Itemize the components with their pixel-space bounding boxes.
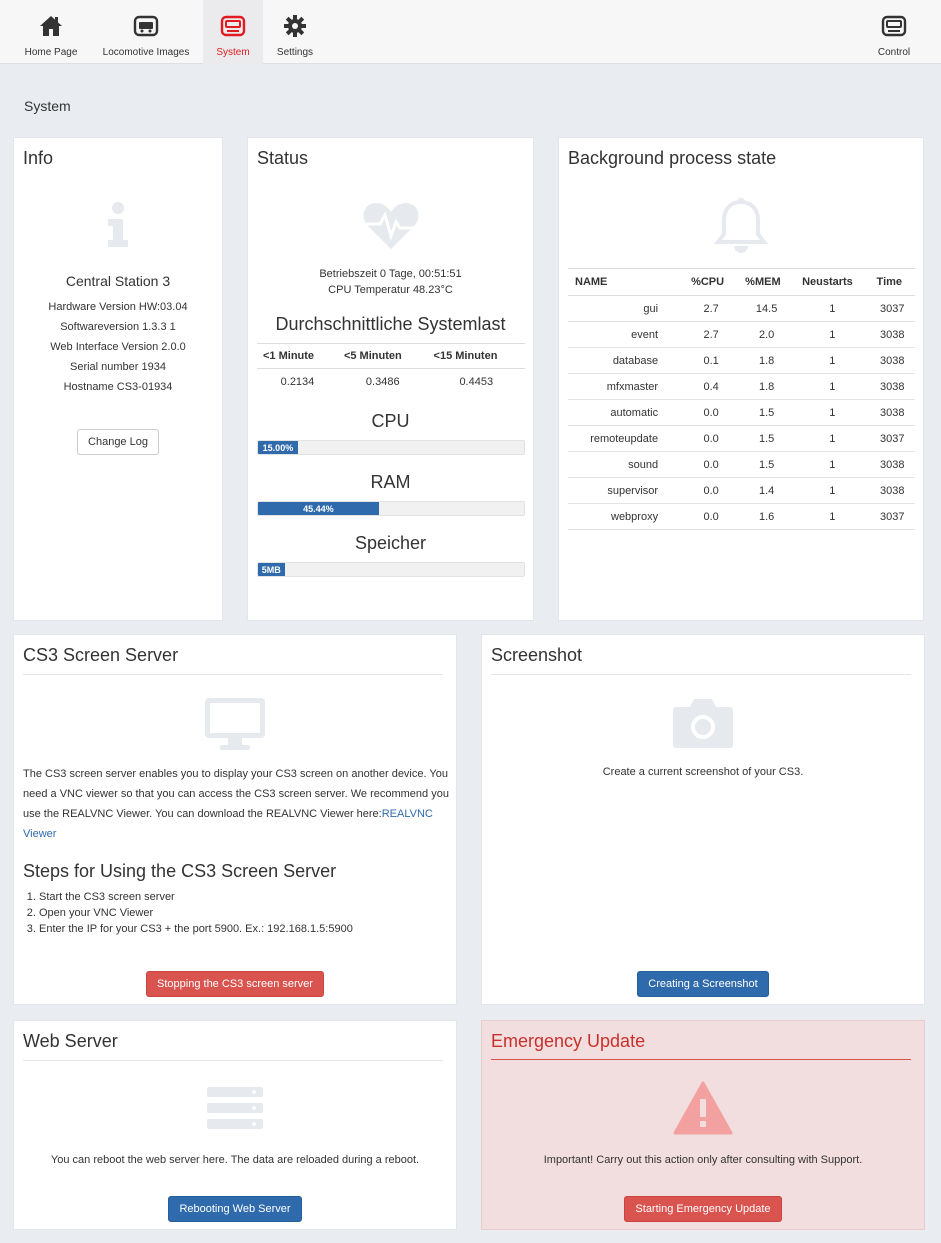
- table-cell: 3037: [870, 296, 915, 322]
- cpu-temperature-text: CPU Temperatur 48.23°C: [328, 284, 453, 296]
- table-cell: 0.0: [684, 426, 738, 452]
- table-cell: 2.0: [738, 322, 795, 348]
- change-log-button[interactable]: Change Log: [77, 429, 159, 455]
- reboot-web-server-button[interactable]: Rebooting Web Server: [168, 1196, 301, 1222]
- table-cell: 3037: [870, 504, 915, 530]
- divider: [23, 1060, 443, 1061]
- table-cell: 3038: [870, 348, 915, 374]
- screen-server-description: [23, 764, 451, 844]
- table-cell: 1.5: [738, 400, 795, 426]
- screen-server-card: [13, 634, 457, 1005]
- nav-label: System: [216, 47, 250, 58]
- load-header: <5 Minuten: [338, 344, 428, 369]
- table-cell: 0.0: [684, 452, 738, 478]
- serial-number: Serial number 1934: [69, 361, 166, 373]
- table-cell: gui: [568, 296, 684, 322]
- storage-progress-bar: [257, 562, 525, 577]
- start-emergency-update-button[interactable]: Starting Emergency Update: [624, 1196, 781, 1222]
- server-icon: [14, 1085, 456, 1136]
- info-card: [13, 137, 223, 621]
- hardware-version: Hardware Version HW:03.04: [48, 301, 188, 313]
- screen-server-text: The CS3 screen server enables you to display your CS3 screen on another device. You need a VNC viewer so that you can access the CS3 screen server. We recommend you use the REALVNC Viewer. You can download the REALVNC Viewer here:: [23, 768, 449, 820]
- table-cell: 1.6: [738, 504, 795, 530]
- system-icon: [220, 14, 246, 38]
- column-header: Neustarts: [795, 269, 869, 296]
- system-load-title: Durchschnittliche Systemlast: [275, 314, 506, 334]
- top-navigation: [0, 0, 941, 64]
- hostname: Hostname CS3-01934: [63, 381, 173, 393]
- table-cell: 1: [795, 426, 869, 452]
- table-cell: 3038: [870, 374, 915, 400]
- cpu-progress-bar: [257, 440, 525, 455]
- page-title: System: [24, 98, 71, 114]
- system-load-table: [257, 343, 525, 395]
- table-cell: 1: [795, 322, 869, 348]
- device-name: Central Station 3: [65, 273, 171, 289]
- table-cell: 0.0: [684, 478, 738, 504]
- web-interface-version: Web Interface Version 2.0.0: [50, 341, 186, 353]
- steps-title: Steps for Using the CS3 Screen Server: [23, 861, 337, 881]
- heartbeat-icon: [248, 200, 533, 253]
- gear-icon: [282, 14, 308, 38]
- ram-progress-fill: 45.44%: [258, 502, 379, 515]
- nav-home-page[interactable]: [18, 0, 84, 64]
- screenshot-text: Create a current screenshot of your CS3.: [602, 766, 804, 778]
- nav-label: Home Page: [24, 47, 78, 58]
- table-row: [568, 426, 915, 452]
- ram-title: RAM: [370, 472, 411, 492]
- ram-progress-bar: [257, 501, 525, 516]
- table-cell: 1: [795, 296, 869, 322]
- nav-label: Locomotive Images: [102, 47, 190, 58]
- table-cell: 0.0: [684, 504, 738, 530]
- create-screenshot-button[interactable]: Creating a Screenshot: [637, 971, 768, 997]
- realvnc-viewer-link[interactable]: REALVNC Viewer: [23, 808, 433, 840]
- emergency-text: Important! Carry out this action only after consulting with Support.: [543, 1154, 863, 1166]
- table-cell: 1.5: [738, 426, 795, 452]
- divider: [491, 674, 911, 675]
- table-row: [568, 400, 915, 426]
- screenshot-title: Screenshot: [491, 645, 583, 665]
- uptime-text: Betriebszeit 0 Tage, 00:51:51: [319, 268, 462, 280]
- load-value: 0.3486: [365, 376, 400, 388]
- monitor-icon: [14, 697, 456, 754]
- control-icon: [881, 14, 907, 38]
- table-cell: database: [568, 348, 684, 374]
- storage-title: Speicher: [354, 533, 427, 553]
- step-item: 2. Open your VNC Viewer: [39, 905, 353, 921]
- web-server-title: Web Server: [23, 1031, 118, 1051]
- table-cell: 14.5: [738, 296, 795, 322]
- table-cell: 1: [795, 478, 869, 504]
- table-cell: 1: [795, 400, 869, 426]
- load-value: 0.4453: [459, 376, 494, 388]
- table-cell: 2.7: [684, 296, 738, 322]
- process-table-body: [568, 296, 915, 530]
- status-title: Status: [257, 148, 309, 168]
- web-server-card: [13, 1020, 457, 1230]
- locomotive-icon: [133, 14, 159, 38]
- table-cell: 1: [795, 374, 869, 400]
- column-header: Time: [870, 269, 915, 296]
- table-cell: sound: [568, 452, 684, 478]
- table-cell: 0.1: [684, 348, 738, 374]
- table-cell: 1.8: [738, 348, 795, 374]
- table-cell: 1.8: [738, 374, 795, 400]
- divider: [491, 1059, 911, 1060]
- table-cell: remoteupdate: [568, 426, 684, 452]
- process-card: [558, 137, 924, 621]
- table-cell: supervisor: [568, 478, 684, 504]
- stop-screen-server-button[interactable]: Stopping the CS3 screen server: [146, 971, 324, 997]
- load-header: <15 Minuten: [428, 344, 525, 369]
- table-cell: mfxmaster: [568, 374, 684, 400]
- table-cell: event: [568, 322, 684, 348]
- column-header: %MEM: [738, 269, 795, 296]
- home-icon: [38, 14, 64, 38]
- table-cell: automatic: [568, 400, 684, 426]
- bell-icon: [559, 198, 923, 259]
- emergency-update-card: [481, 1020, 925, 1230]
- table-row: [568, 504, 915, 530]
- software-version: Softwareversion 1.3.3 1: [60, 321, 176, 333]
- column-header: NAME: [568, 269, 684, 296]
- nav-locomotive-images[interactable]: [96, 0, 196, 64]
- storage-progress-fill: 5MB: [258, 563, 285, 576]
- table-cell: 1: [795, 348, 869, 374]
- table-cell: 1.5: [738, 452, 795, 478]
- nav-control[interactable]: [868, 0, 920, 64]
- info-icon: [14, 202, 222, 251]
- table-cell: 1.4: [738, 478, 795, 504]
- status-card: [247, 137, 534, 621]
- table-cell: webproxy: [568, 504, 684, 530]
- process-table: [568, 268, 915, 530]
- nav-label: Settings: [276, 47, 314, 58]
- load-value: 0.2134: [280, 376, 315, 388]
- load-header: <1 Minute: [257, 344, 338, 369]
- screen-server-title: CS3 Screen Server: [23, 645, 179, 665]
- nav-system[interactable]: [203, 0, 263, 64]
- nav-label: Control: [877, 47, 911, 58]
- cpu-title: CPU: [371, 411, 410, 431]
- emergency-title: Emergency Update: [491, 1031, 646, 1051]
- divider: [23, 674, 443, 675]
- steps-list: [23, 889, 353, 937]
- camera-icon: [482, 697, 924, 752]
- table-row: [568, 374, 915, 400]
- web-server-text: You can reboot the web server here. The data are reloaded during a reboot.: [50, 1154, 420, 1166]
- nav-settings[interactable]: [266, 0, 324, 64]
- table-cell: 3037: [870, 426, 915, 452]
- table-cell: 3038: [870, 322, 915, 348]
- step-item: 1. Start the CS3 screen server: [39, 889, 353, 905]
- cpu-progress-fill: 15.00%: [258, 441, 298, 454]
- info-title: Info: [23, 148, 54, 168]
- table-cell: 3038: [870, 452, 915, 478]
- table-row: [568, 452, 915, 478]
- process-title: Background process state: [568, 148, 777, 168]
- table-cell: 1: [795, 504, 869, 530]
- table-row: [568, 348, 915, 374]
- warning-icon: [482, 1081, 924, 1138]
- table-cell: 1: [795, 452, 869, 478]
- step-item: 3. Enter the IP for your CS3 + the port 5900. Ex.: 192.168.1.5:5900: [39, 921, 353, 937]
- table-row: [568, 322, 915, 348]
- table-cell: 2.7: [684, 322, 738, 348]
- table-row: [568, 296, 915, 322]
- screenshot-card: [481, 634, 925, 1005]
- table-row: [568, 478, 915, 504]
- table-cell: 3038: [870, 400, 915, 426]
- table-cell: 0.0: [684, 400, 738, 426]
- table-cell: 3038: [870, 478, 915, 504]
- column-header: %CPU: [684, 269, 738, 296]
- table-cell: 0.4: [684, 374, 738, 400]
